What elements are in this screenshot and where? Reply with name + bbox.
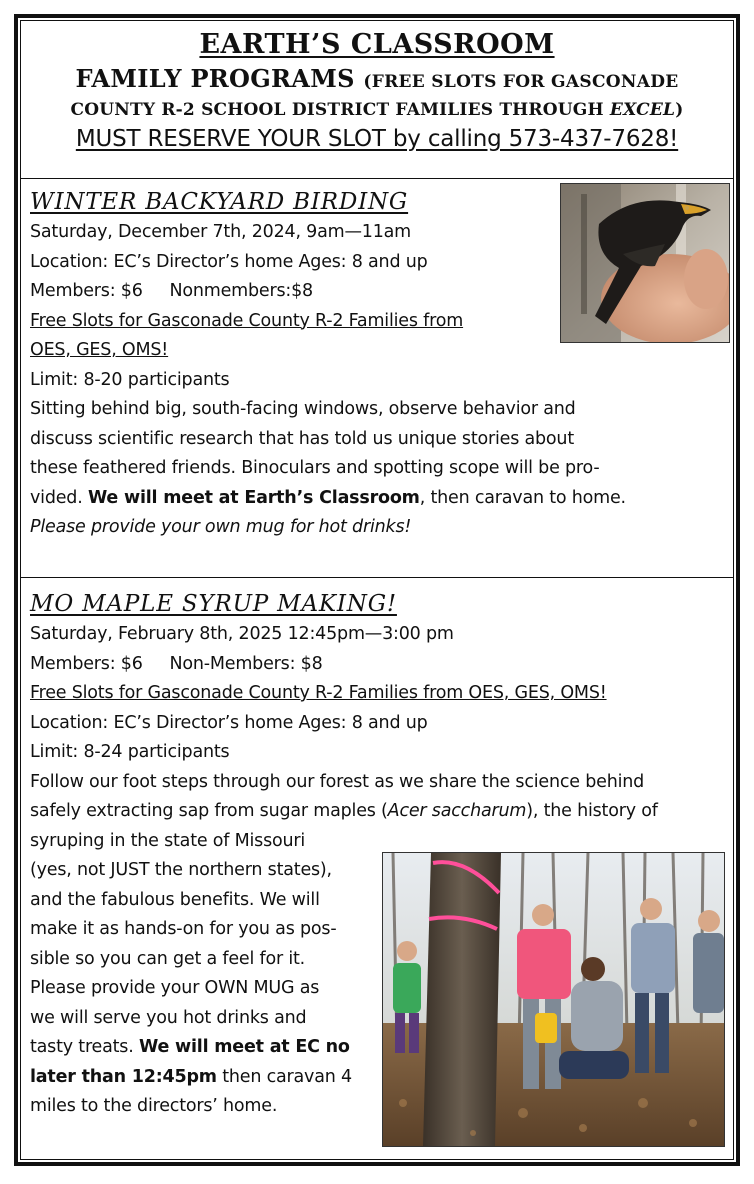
program1-desc-line: Sitting behind big, south-facing windows, observe behavior and (30, 399, 576, 419)
program2-desc-line (30, 797, 658, 827)
program1-desc-line (30, 484, 626, 514)
bird-on-hand-photo (560, 183, 730, 343)
maple-tapping-photo (382, 852, 725, 1147)
program2-title: MO MAPLE SYRUP MAKING! (30, 591, 397, 617)
program1-desc-line: discuss scientific research that has told us unique stories about (30, 428, 574, 449)
program2-desc-line: we will serve you hot drinks and (30, 1007, 307, 1028)
program2-nonmembers-price: Non-Members: $8 (169, 653, 323, 674)
program1-mug-note: Please provide your own mug for hot drinks! (30, 517, 412, 537)
program1-title: WINTER BACKYARD BIRDING (30, 189, 409, 215)
program2-meeting-time: later than 12:45pm (30, 1066, 217, 1087)
program2-desc-line: (yes, not JUST the northern states), (30, 860, 332, 880)
program2-free-slots: Free Slots for Gasconade County R-2 Families from OES, GES, OMS! (30, 683, 607, 703)
program1-members-price: Members: $6 (30, 281, 143, 301)
maple-photo-art (383, 853, 724, 1146)
program2-desc-line: miles to the directors’ home. (30, 1096, 278, 1116)
program2-species-name: Acer saccharum (387, 801, 527, 821)
program1-desc-text: vided. (30, 487, 83, 508)
program2-pricing (30, 650, 658, 680)
eligibility-close: ) (675, 100, 684, 120)
excel-program-name: EXCEL (609, 100, 676, 120)
program2-location: Location: EC’s Director’s home Ages: 8 and up (30, 712, 428, 733)
section-divider (20, 577, 734, 578)
program-winter-birding (30, 186, 626, 543)
program1-desc-line: these feathered friends. Binoculars and spotting scope will be pro- (30, 458, 600, 478)
program1-meeting-place: We will meet at Earth’s Classroom (87, 487, 420, 508)
header-divider (20, 178, 734, 179)
program2-members-price: Members: $6 (30, 653, 143, 674)
eligibility-text: COUNTY R-2 SCHOOL DISTRICT FAMILIES THROUGH (70, 100, 604, 120)
flyer-subtitle (20, 64, 734, 97)
program1-date: Saturday, December 7th, 2024, 9am—11am (30, 222, 412, 242)
program2-desc-line: Please provide your OWN MUG as (30, 978, 320, 998)
program1-limit: Limit: 8-20 participants (30, 369, 230, 390)
flyer-header (20, 24, 734, 155)
program2-desc-line: make it as hands-on for you as pos- (30, 919, 337, 939)
program1-desc-text: , then caravan to home. (419, 487, 626, 508)
program2-desc-text: ), the history of (526, 801, 658, 821)
program2-desc-line: syruping in the state of Missouri (30, 830, 306, 851)
program1-nonmembers-price: Nonmembers:$8 (169, 281, 313, 301)
eligibility-line (20, 97, 734, 123)
program2-meeting-note: We will meet at EC no (138, 1037, 350, 1057)
program1-pricing (30, 277, 626, 307)
program2-desc-line: sible so you can get a feel for it. (30, 948, 305, 969)
flyer-title: EARTH’S CLASSROOM (199, 29, 555, 60)
program2-date: Saturday, February 8th, 2025 12:45pm—3:00 pm (30, 624, 454, 644)
program2-desc-line: Follow our foot steps through our forest as we share the science behind (30, 771, 645, 792)
program2-desc-text: tasty treats. (30, 1037, 134, 1057)
program2-limit: Limit: 8-24 participants (30, 742, 230, 762)
program2-desc-text: then caravan 4 (222, 1066, 352, 1087)
subtitle-note: (FREE SLOTS FOR GASCONADE (363, 72, 679, 92)
subtitle-main: FAMILY PROGRAMS (75, 64, 355, 93)
program1-location: Location: EC’s Director’s home Ages: 8 and up (30, 251, 428, 272)
program1-free-slots-line1: Free Slots for Gasconade County R-2 Families from (30, 310, 464, 331)
program2-desc-text: safely extracting sap from sugar maples ( (30, 801, 388, 821)
program2-desc-line: and the fabulous benefits. We will (30, 889, 320, 910)
program1-free-slots-line2: OES, GES, OMS! (30, 340, 169, 360)
bird-photo-art (561, 184, 729, 342)
reserve-notice: MUST RESERVE YOUR SLOT by calling 573-437-7628! (75, 126, 679, 152)
